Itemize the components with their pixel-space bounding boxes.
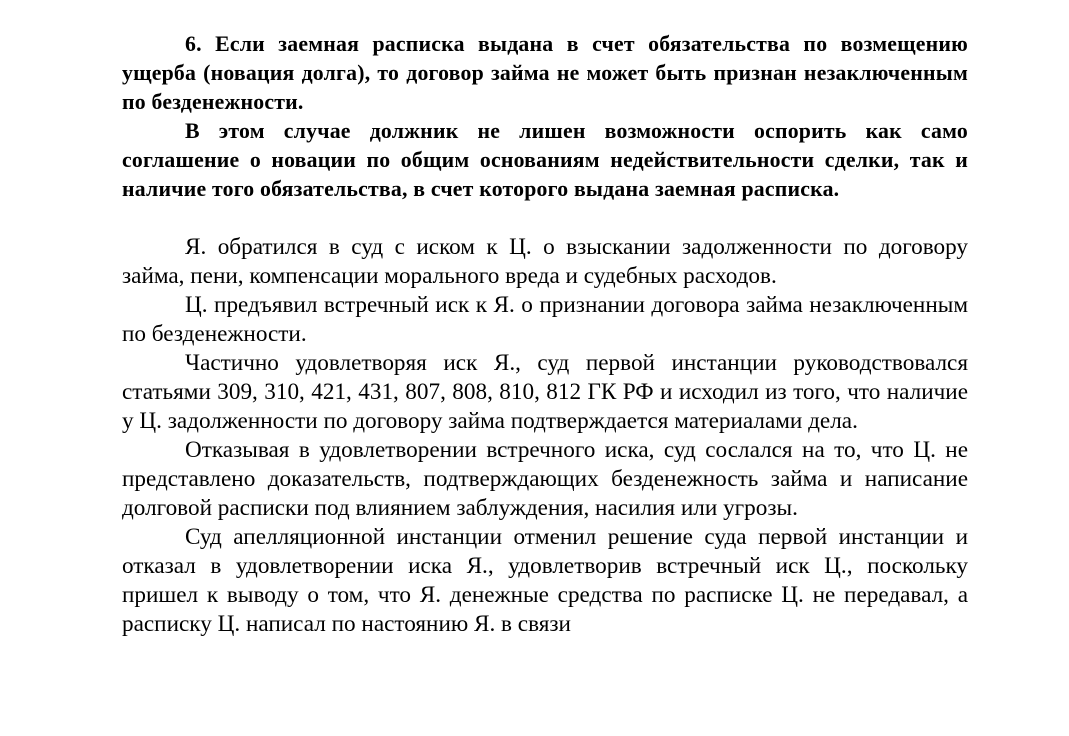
body-paragraph-5: Суд апелляционной инстанции отменил решение суда первой инстанции и отказал в удовлетворении иска Я., удовлетворив встречный иск Ц., поскольку пришел к выводу о том, что Я. денежные средства по расписке Ц. не передавал, а расписку Ц. написал по настоянию Я. в связи (122, 524, 968, 637)
body-paragraph-1: Я. обратился в суд с иском к Ц. о взыскании задолженности по договору займа, пени, компенсации морального вреда и судебных расходов. (122, 234, 968, 289)
body-paragraph-3: Частично удовлетворяя иск Я., суд первой инстанции руководствовался статьями 309, 310, 421, 431, 807, 808, 810, 812 ГК РФ и исходил из того, что наличие у Ц. задолженности по договору займа подтверждается материалами дела. (122, 350, 968, 434)
thesis-paragraph-1: 6. Если заемная расписка выдана в счет обязательства по возмещению ущерба (новация долга), то договор займа не может быть признан незаключенным по безденежности. (122, 32, 968, 114)
body-paragraph-4: Отказывая в удовлетворении встречного иска, суд сослался на то, что Ц. не представлено доказательств, подтверждающих безденежность займа и написание долговой расписки под влиянием заблуждения, насилия или угрозы. (122, 437, 968, 521)
body-paragraph-2: Ц. предъявил встречный иск к Я. о признании договора займа незаключенным по безденежности. (122, 292, 968, 347)
thesis-paragraph-2: В этом случае должник не лишен возможности оспорить как само соглашение о новации по общим основаниям недействительности сделки, так и наличие того обязательства, в счет которого выдана заемная расписка. (122, 119, 968, 201)
paragraph-spacer (122, 204, 968, 233)
document-page (122, 30, 968, 639)
